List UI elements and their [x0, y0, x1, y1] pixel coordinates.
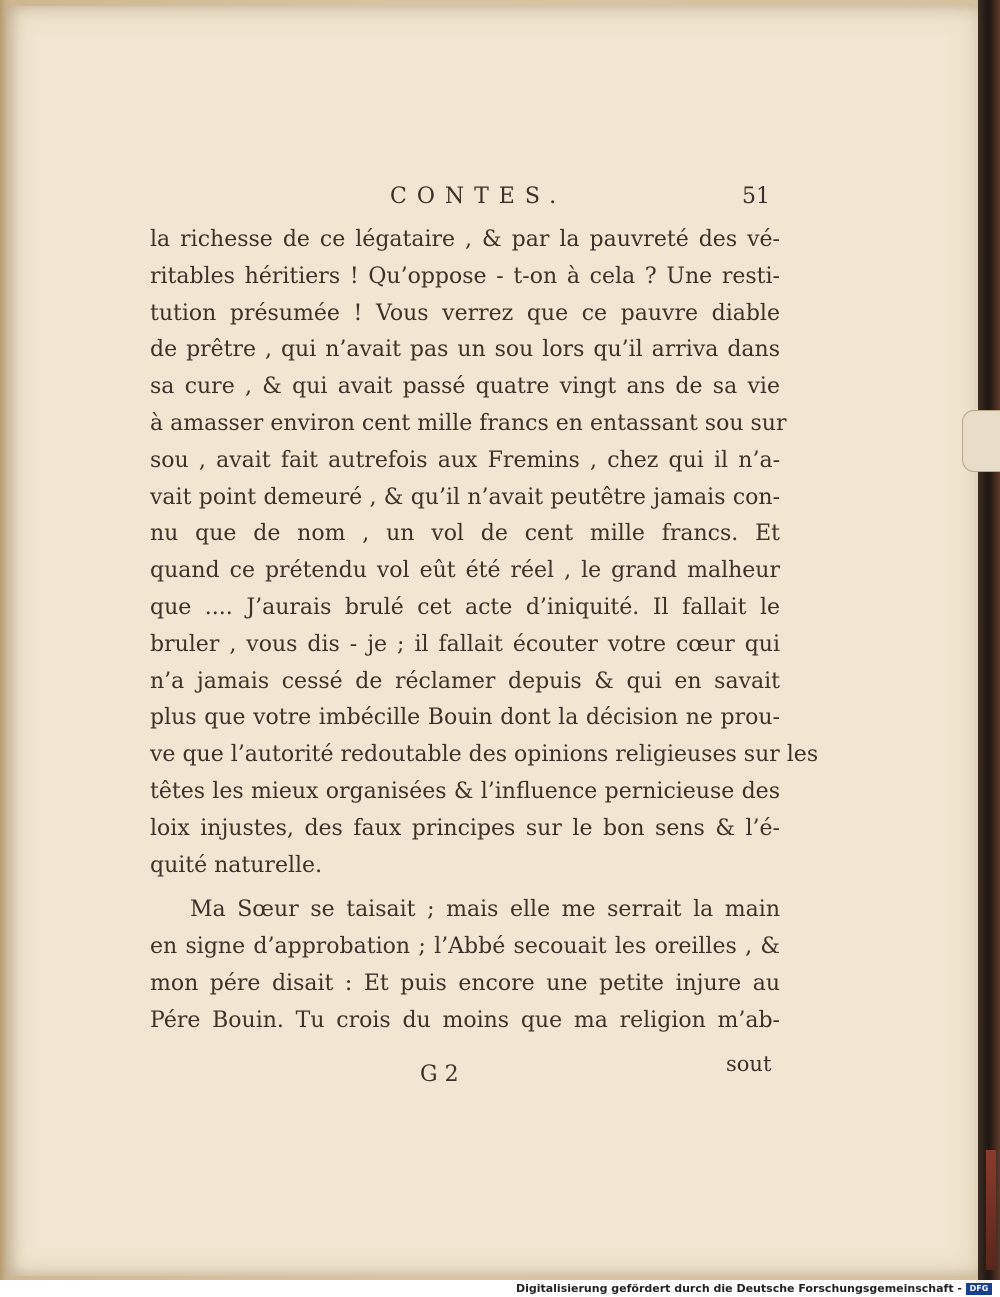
text-line: tution présumée ! Vous verrez que ce pauvre diable: [150, 300, 780, 326]
paragraph-gap: [150, 884, 780, 892]
text-line: de prêtre , qui n’avait pas un sou lors qu’il arriva dans: [150, 337, 780, 363]
binding-ribbon: [986, 1150, 996, 1270]
text-line: vait point demeuré , & qu’il n’avait peutêtre jamais con-: [150, 484, 780, 510]
digitization-footer: [0, 1280, 1000, 1297]
text-line: Pére Bouin. Tu crois du moins que ma religion m’ab-: [150, 1007, 780, 1033]
running-head: CONTES.: [390, 184, 567, 209]
book-binding: [978, 0, 1000, 1280]
text-line: quité naturelle.: [150, 852, 323, 878]
text-line: bruler , vous dis - je ; il fallait écouter votre cœur qui: [150, 631, 780, 657]
dfg-logo-icon: DFG: [966, 1283, 992, 1295]
body-text: [150, 222, 819, 1040]
page-number: 51: [742, 184, 770, 209]
page-header: [150, 184, 780, 216]
text-line: sou , avait fait autrefois aux Fremins , chez qui il n’a-: [150, 447, 780, 473]
text-line: à amasser environ cent mille francs en entassant sou sur: [150, 410, 787, 436]
text-line: en signe d’approbation ; l’Abbé secouait les oreilles , &: [150, 934, 780, 960]
page-tab: [962, 410, 1000, 472]
catchword: sout: [726, 1052, 772, 1076]
text-line: que .... J’aurais brulé cet acte d’iniquité. Il fallait le: [150, 594, 780, 620]
footer-credit: Digitalisierung gefördert durch die Deutsche Forschungsgemeinschaft -: [515, 1282, 962, 1295]
text-line: ritables héritiers ! Qu’oppose - t-on à cela ? Une resti-: [150, 263, 780, 289]
signature-mark: G 2: [420, 1062, 459, 1087]
text-line: sa cure , & qui avait passé quatre vingt ans de sa vie: [150, 374, 780, 400]
text-line: Ma Sœur se taisait ; mais elle me serrait la main: [190, 897, 780, 923]
text-line: têtes les mieux organisées & l’influence pernicieuse des: [150, 778, 780, 804]
text-line: nu que de nom , un vol de cent mille francs. Et: [150, 521, 780, 547]
text-line: plus que votre imbécille Bouin dont la décision ne prou-: [150, 705, 780, 731]
text-line: loix injustes, des faux principes sur le bon sens & l’é-: [150, 815, 780, 841]
text-line: n’a jamais cessé de réclamer depuis & qui en savait: [150, 668, 780, 694]
text-line: la richesse de ce légataire , & par la pauvreté des vé-: [150, 227, 780, 252]
text-line: mon pére disait : Et puis encore une petite injure au: [150, 970, 780, 996]
text-line: ve que l’autorité redoutable des opinions religieuses sur les: [150, 742, 819, 768]
text-line: quand ce prétendu vol eût été réel , le grand malheur: [150, 558, 780, 584]
